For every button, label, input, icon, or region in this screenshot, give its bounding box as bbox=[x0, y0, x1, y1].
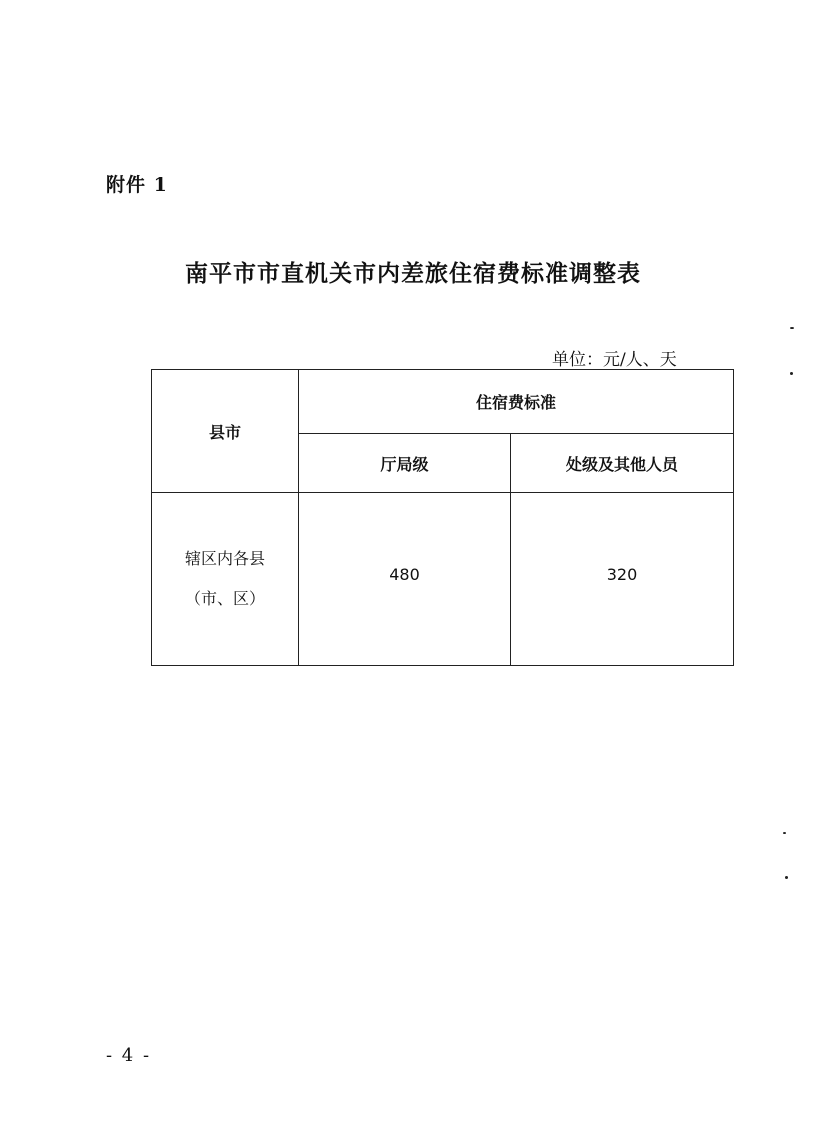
county-name-line1: 辖区内各县 bbox=[184, 549, 265, 568]
scan-speck bbox=[785, 876, 788, 879]
county-header: 县市 bbox=[152, 370, 299, 493]
document-title: 南平市市直机关市内差旅住宿费标准调整表 bbox=[185, 260, 641, 287]
level-header-bureau: 厅局级 bbox=[299, 434, 511, 493]
level-header-division: 处级及其他人员 bbox=[511, 434, 734, 493]
scan-speck bbox=[783, 832, 786, 834]
county-name-line2: （市、区） bbox=[184, 589, 265, 608]
lodging-standard-table bbox=[151, 369, 734, 666]
value-division-level: 320 bbox=[511, 493, 734, 666]
value-bureau-level: 480 bbox=[299, 493, 511, 666]
table-row bbox=[152, 493, 734, 666]
table-header-row bbox=[152, 370, 734, 434]
scan-speck bbox=[790, 372, 793, 375]
scan-speck bbox=[790, 327, 794, 329]
page-number: - 4 - bbox=[106, 1045, 152, 1066]
attachment-label: 附件 1 bbox=[106, 174, 168, 196]
unit-note: 单位：元/人、天 bbox=[552, 350, 677, 370]
standard-header: 住宿费标准 bbox=[299, 370, 734, 434]
county-cell bbox=[152, 493, 299, 666]
